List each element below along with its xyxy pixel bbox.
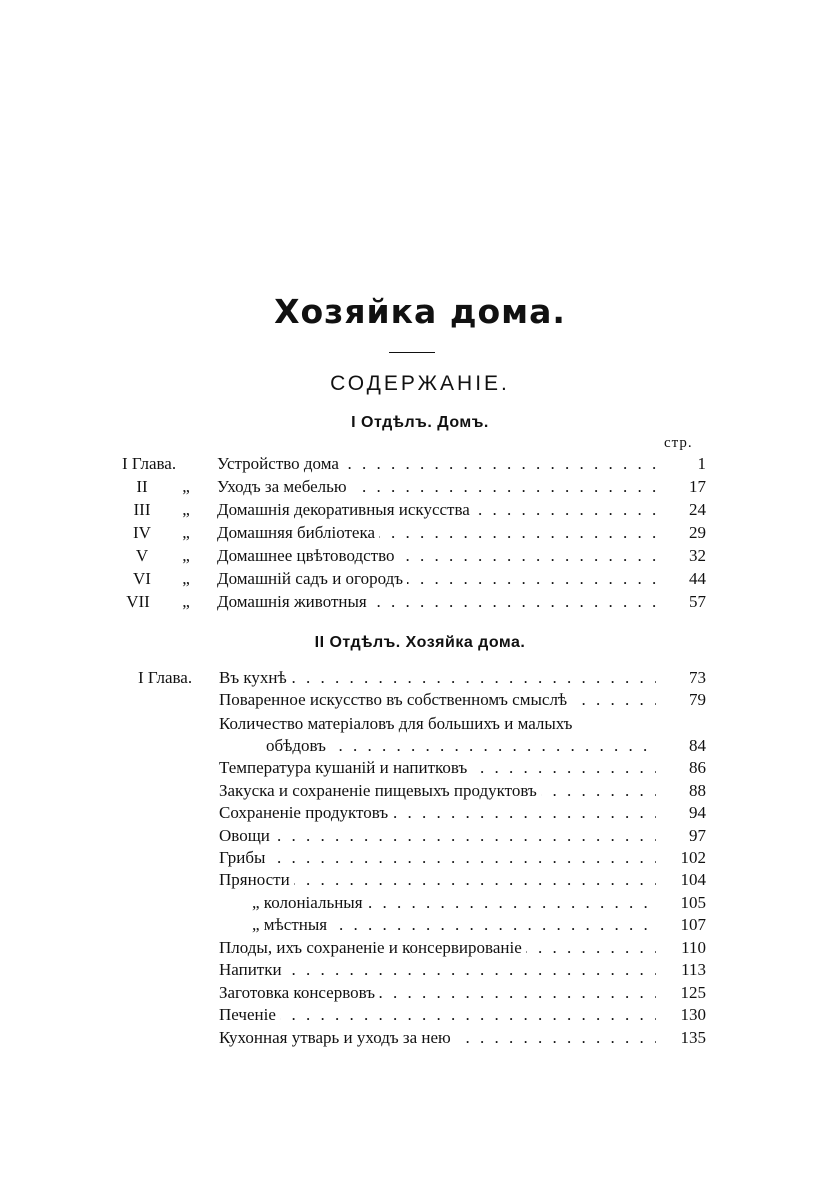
page-number: 125 (680, 983, 706, 1002)
toc-row (0, 780, 840, 802)
ditto-mark: „ (182, 569, 190, 588)
page-number: 104 (680, 870, 706, 889)
toc-row (0, 1027, 840, 1049)
toc-entry: Домашняя библіотека . . . (217, 522, 656, 544)
chapter-number: I Глава. (122, 454, 177, 473)
section-1-heading: I Отдѣлъ. Домъ. (351, 414, 489, 431)
chapter-number: II (136, 477, 148, 496)
chapter-number: V (135, 546, 149, 565)
toc-row (0, 757, 840, 779)
chapter-number: III (133, 500, 151, 519)
toc-row (0, 802, 840, 824)
toc-row (0, 1004, 840, 1026)
toc-row (0, 667, 840, 689)
ditto-mark: „ (182, 592, 190, 611)
toc-entry: Закуска и сохраненіе пищевыхъ продуктовъ . . . (219, 780, 656, 802)
toc-entry: Домашнія животныя . . . (217, 591, 656, 613)
toc-entry: Количество матеріаловъ для большихъ и малыхъ (219, 713, 656, 735)
toc-row (0, 476, 840, 498)
page-title: Хозяйка дома. (274, 292, 566, 331)
page-column-label: стр. (664, 435, 693, 451)
title-rule (389, 352, 435, 353)
toc-row (0, 713, 840, 735)
toc-entry: Овощи . . . (219, 825, 656, 847)
page-number: 32 (689, 546, 706, 565)
toc-row (0, 982, 840, 1004)
page-number: 113 (681, 960, 706, 979)
page-number: 102 (680, 848, 706, 867)
toc-entry: Печеніе . . . (219, 1004, 656, 1026)
chapter-number: IV (133, 523, 151, 542)
toc-row (0, 892, 840, 914)
toc-row (0, 735, 840, 757)
chapter-number: VI (133, 569, 151, 588)
page-number: 97 (689, 826, 706, 845)
toc-row (0, 568, 840, 590)
ditto-mark: „ (182, 477, 190, 496)
page-number: 29 (689, 523, 706, 542)
toc-entry: Въ кухнѣ . . . (219, 667, 656, 689)
ditto-mark: „ (182, 546, 190, 565)
toc-entry: Грибы . . . (219, 847, 656, 869)
toc-row (0, 545, 840, 567)
toc-row (0, 499, 840, 521)
page-number: 88 (689, 781, 706, 800)
toc-entry: обѣдовъ . . . (266, 735, 656, 757)
toc-entry: Уходъ за мебелью . . . (217, 476, 656, 498)
toc-entry: Заготовка консервовъ . . . (219, 982, 656, 1004)
page-number: 110 (681, 938, 706, 957)
page-number: 86 (689, 758, 706, 777)
toc-entry: Домашнее цвѣтоводство . . . (217, 545, 656, 567)
toc-entry: Устройство дома . . . (217, 453, 656, 475)
page-number: 79 (689, 690, 706, 709)
toc-entry: Домашній садъ и огородъ . . . (217, 568, 656, 590)
toc-entry: Поваренное искусство въ собственномъ смыслѣ . . . (219, 689, 656, 711)
chapter-number: VII (126, 592, 150, 611)
toc-entry: „ колоніальныя . . . (252, 892, 656, 914)
toc-entry: Домашнія декоративныя искусства . . . (217, 499, 656, 521)
page-number: 135 (680, 1028, 706, 1047)
toc-row (0, 914, 840, 936)
toc-row (0, 453, 840, 475)
page-number: 84 (689, 736, 706, 755)
toc-row (0, 591, 840, 613)
toc-row (0, 959, 840, 981)
toc-entry: Напитки . . . (219, 959, 656, 981)
page-number: 17 (689, 477, 706, 496)
page-number: 105 (680, 893, 706, 912)
contents-heading: СОДЕРЖАНІЕ. (330, 372, 510, 395)
toc-entry: Сохраненіе продуктовъ . . . (219, 802, 656, 824)
toc-entry: „ мѣстныя . . . (252, 914, 656, 936)
toc-entry: Температура кушаній и напитковъ . . . (219, 757, 656, 779)
toc-row (0, 847, 840, 869)
page-number: 130 (680, 1005, 706, 1024)
page-number: 1 (697, 454, 706, 473)
toc-entry: Кухонная утварь и уходъ за нею . . . (219, 1027, 656, 1049)
toc-row (0, 869, 840, 891)
toc-entry: Пряности . . . (219, 869, 656, 891)
ditto-mark: „ (182, 500, 190, 519)
toc-entry: Плоды, ихъ сохраненіе и консервированіе . . . (219, 937, 656, 959)
page-number: 107 (680, 915, 706, 934)
toc-row (0, 689, 840, 711)
toc-row (0, 522, 840, 544)
page-number: 24 (689, 500, 706, 519)
toc-row (0, 937, 840, 959)
chapter-number: I Глава. (138, 668, 193, 687)
section-2-heading: II Отдѣлъ. Хозяйка дома. (314, 634, 526, 651)
toc-row (0, 825, 840, 847)
page-number: 73 (689, 668, 706, 687)
page-number: 94 (689, 803, 706, 822)
page-number: 44 (689, 569, 706, 588)
page-number: 57 (689, 592, 706, 611)
ditto-mark: „ (182, 523, 190, 542)
